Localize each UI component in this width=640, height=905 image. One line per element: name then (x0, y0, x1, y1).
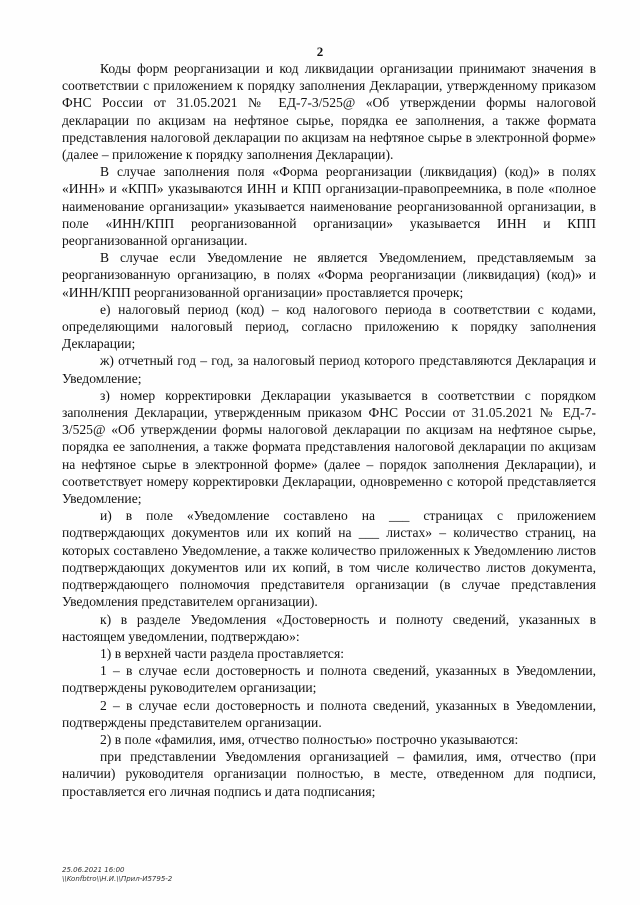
paragraph-item-z: з) номер корректировки Декларации указывается в соответствии с порядком заполнения Декларации, утвержденным приказом ФНС России от 31.05.2021 № ЕД-7-3/525@ «Об утверждении формы налоговой декларации по акцизам на нефтяное сырье, порядка ее заполнения, а также формата представления налоговой декларации по акцизам на нефтяное сырье в электронной форме» (далее – порядок заполнения Декларации), и соответствует номеру корректировки Декларации, одновременно с которой представляется Уведомление; (62, 387, 596, 507)
paragraph-reorg-codes: Коды форм реорганизации и код ликвидации организации принимают значения в соответствии с приложением к порядку заполнения Декларации, утвержденному приказом ФНС России от 31.05.2021 № ЕД-7-3/525@ «Об утверждении формы налоговой декларации по акцизам на нефтяное сырье, порядка ее заполнения, а также формата представления налоговой декларации по акцизам на нефтяное сырье в электронной форме» (далее – приложение к порядку заполнения Декларации). (62, 61, 596, 163)
page-number: 2 (316, 44, 324, 59)
footer-path: \\Konfbtro\\Н.И.\\Прил-И5795-2 (62, 875, 173, 883)
paragraph-not-reorg: В случае если Уведомление не является Уведомлением, представляемым за реорганизованную организацию, в полях «Форма реорганизации (ликвидация) (код)» и «ИНН/КПП реорганизованной организации» проставляется прочерк; (62, 250, 596, 300)
footer-date: 25.06.2021 16:00 (62, 866, 125, 874)
paragraph-reorg-field: В случае заполнения поля «Форма реорганизации (ликвидация) (код)» в полях «ИНН» и «КПП» указываются ИНН и КПП организации-правопреемника, в поле «полное наименование организации» указывается наименование реорганизованной организации, в поле «ИНН/КПП реорганизованной организации» указывается ИНН и КПП реорганизованной организации. (62, 164, 596, 249)
document-body (62, 60, 596, 800)
paragraph-option-2: 2 – в случае если достоверность и полнота сведений, указанных в Уведомлении, подтверждены представителем организации. (62, 697, 596, 730)
paragraph-org-submission: при представлении Уведомления организацией – фамилия, имя, отчество (при наличии) руководителя организации полностью, в месте, отведенном для подписи, проставляется его личная подпись и дата подписания; (62, 749, 596, 799)
paragraph-sub-2: 2) в поле «фамилия, имя, отчество полностью» построчно указываются: (100, 731, 519, 747)
paragraph-item-k: к) в разделе Уведомления «Достоверность и полноту сведений, указанных в настоящем уведомлении, подтверждаю»: (62, 611, 596, 644)
paragraph-option-1: 1 – в случае если достоверность и полнота сведений, указанных в Уведомлении, подтверждены руководителем организации; (62, 663, 596, 696)
paragraph-item-e: е) налоговый период (код) – код налогового периода в соответствии с кодами, определяющими налоговый период, согласно приложению к порядку заполнения Декларации; (62, 301, 596, 352)
footer-stamp (62, 866, 172, 884)
paragraph-sub-1: 1) в верхней части раздела проставляется: (100, 645, 344, 661)
paragraph-item-zh: ж) отчетный год – год, за налоговый период которого представляются Декларация и Уведомление; (62, 353, 596, 386)
paragraph-item-i: и) в поле «Уведомление составлено на ___ страницах с приложением подтверждающих документов или их копий на ___ листах» – количество страниц, на которых составлено Уведомление, а также количество приложенных к Уведомлению листов подтверждающих документов или их копий, в том числе количество листов документа, подтверждающего полномочия представителя организации (в случае представления Уведомления представителем организации). (62, 508, 596, 610)
